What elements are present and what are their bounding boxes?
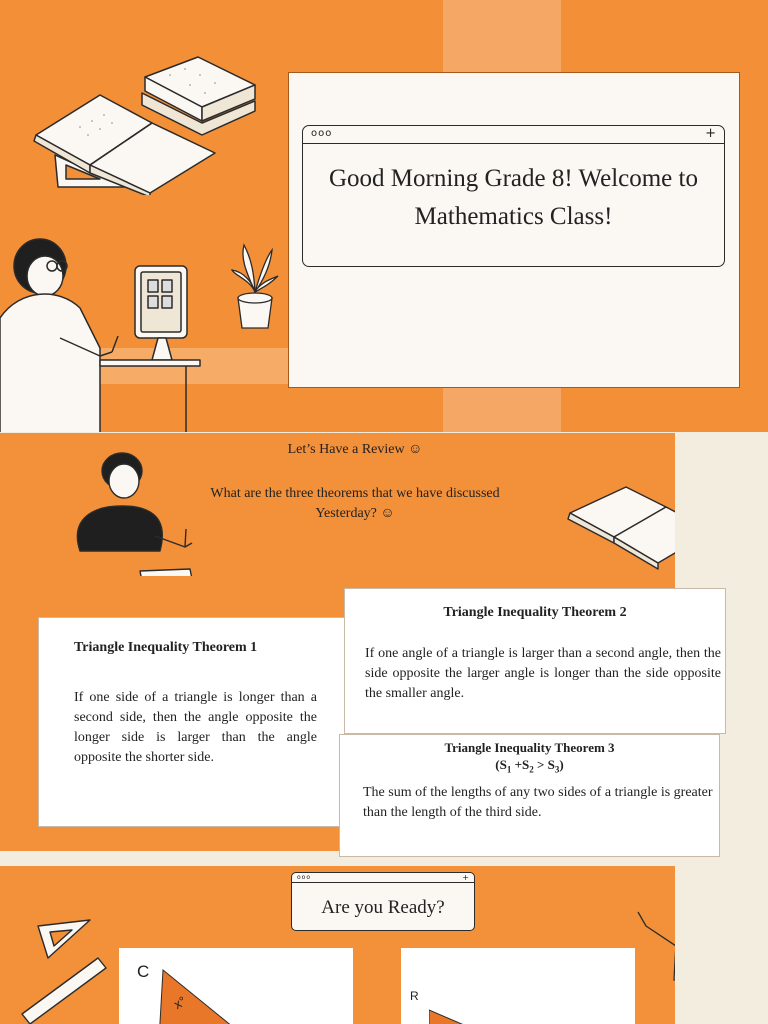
window-title-bar	[303, 126, 724, 144]
open-book-illustration	[566, 481, 675, 573]
review-heading: Let’s Have a Review ☺	[287, 442, 423, 457]
theorem-1-title: Triangle Inequality Theorem 1	[74, 640, 258, 655]
triangle-card-left	[119, 948, 353, 1024]
welcome-title: Good Morning Grade 8! Welcome to Mathematics Class!	[329, 165, 698, 230]
vertex-label-r: R	[410, 989, 419, 1003]
triangle-card-right	[401, 948, 635, 1024]
ruler-triangle-illustration	[20, 916, 120, 1024]
orange-triangle-icon	[429, 1006, 549, 1024]
window-dots-icon: ooo	[311, 128, 333, 139]
theorem-3-body: The sum of the lengths of any two sides of a triangle is greater than the length of the third side.	[363, 785, 713, 820]
theorem-2-card	[344, 588, 726, 734]
theorem-2-body: If one angle of a triangle is larger than a second angle, then the side opposite the larger angle is longer than the side opposite the smaller angle.	[365, 646, 721, 701]
plus-icon[interactable]: +	[705, 126, 716, 141]
waving-girl-illustration	[630, 898, 675, 1024]
theorem-1-card	[38, 617, 348, 827]
window-title-bar	[292, 873, 474, 883]
window-dots-icon: ooo	[297, 874, 312, 881]
books-illustration	[30, 55, 265, 195]
vertex-label-c: C	[137, 962, 150, 981]
review-question: What are the three theorems that we have discussed Yesterday? ☺	[210, 486, 500, 521]
ready-window[interactable]	[291, 872, 475, 931]
plant-illustration	[230, 240, 280, 332]
theorem-3-card	[339, 734, 720, 857]
ready-button-label: Are you Ready?	[321, 897, 445, 918]
angle-label-x: x°	[171, 993, 189, 1012]
student-at-computer-illustration	[0, 228, 210, 432]
theorem-3-title	[340, 739, 719, 779]
theorem-3-formula: $(S_1 +S_2 > S_3)$	[495, 757, 564, 775]
theorem-1-body: If one side of a triangle is longer than a second side, then the angle opposite the longer side is larger than the angle opposite the shorter side.	[74, 690, 317, 765]
theorem-2-title: Triangle Inequality Theorem 2	[443, 605, 627, 620]
welcome-window	[302, 125, 725, 267]
plus-icon[interactable]: +	[462, 873, 469, 882]
theorem-3-title-text: Triangle Inequality Theorem 3	[444, 740, 615, 755]
